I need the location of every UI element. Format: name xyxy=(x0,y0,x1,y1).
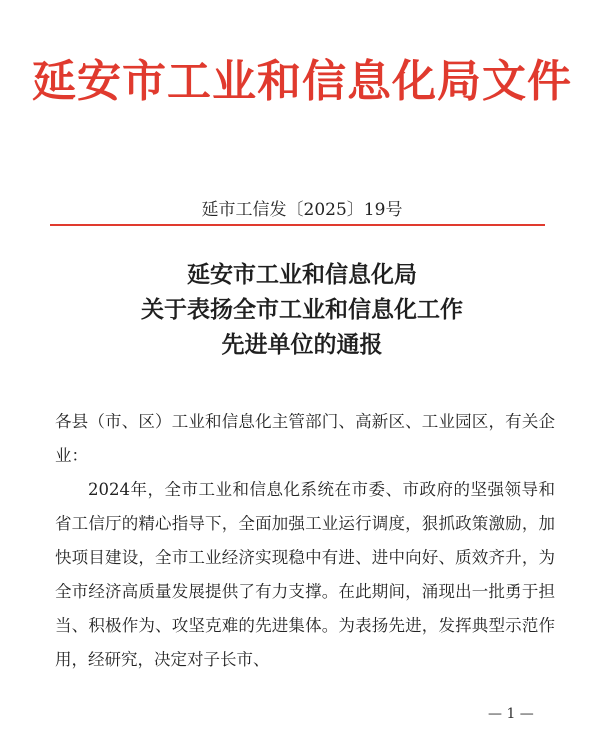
document-body xyxy=(55,405,555,677)
red-divider-line xyxy=(50,224,545,226)
document-title xyxy=(0,258,604,363)
salutation: 各县（市、区）工业和信息化主管部门、高新区、工业园区，有关企业： xyxy=(55,412,555,465)
document-number: 延市工信发〔2025〕19号 xyxy=(201,200,403,220)
body-paragraph: 2024年，全市工业和信息化系统在市委、市政府的坚强领导和省工信厅的精心指导下，全面加强工业运行调度，狠抓政策激励，加快项目建设，全市工业经济实现稳中有进、进中向好、质效齐升，为全市经济高质量发展提供了有力支撑。在此期间，涌现出一批勇于担当、积极作为、攻坚克难的先进集体。为表扬先进，发挥典型示范作用，经研究，决定对子长市、 xyxy=(55,480,555,669)
title-line-2: 关于表扬全市工业和信息化工作 xyxy=(141,297,463,323)
title-line-1: 延安市工业和信息化局 xyxy=(187,262,417,288)
title-line-3: 先进单位的通报 xyxy=(221,332,383,358)
masthead-title: 延安市工业和信息化局文件 xyxy=(32,56,572,107)
page-number: — 1 — xyxy=(488,706,534,722)
